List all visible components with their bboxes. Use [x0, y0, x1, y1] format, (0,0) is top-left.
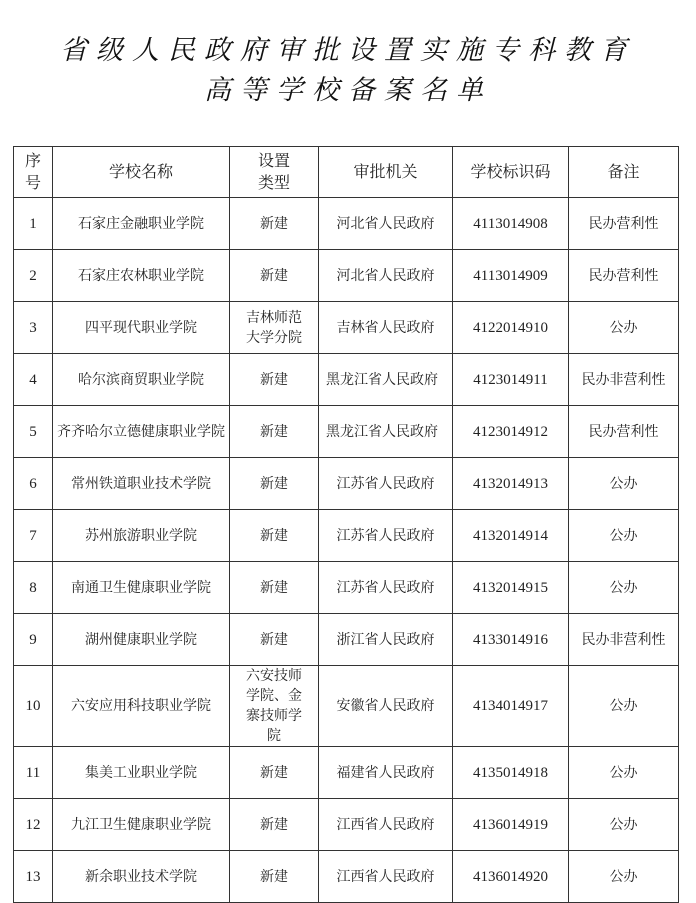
- cell-setup-type: 新建: [230, 614, 319, 666]
- cell-index: 13: [14, 851, 53, 903]
- cell-school-code: 4135014918: [453, 747, 569, 799]
- header-name: 学校名称: [53, 147, 230, 198]
- cell-school-code: 4122014910: [453, 302, 569, 354]
- cell-school-code: 4132014914: [453, 510, 569, 562]
- cell-setup-type: 新建: [230, 198, 319, 250]
- school-registry-table: [13, 146, 679, 903]
- cell-remark: 公办: [569, 666, 679, 747]
- cell-setup-type: 新建: [230, 799, 319, 851]
- cell-setup-type: 新建: [230, 562, 319, 614]
- cell-approval-authority: 江西省人民政府: [319, 799, 453, 851]
- cell-index: 11: [14, 747, 53, 799]
- table-row: [14, 458, 679, 510]
- cell-index: 2: [14, 250, 53, 302]
- header-index: 序号: [14, 147, 53, 198]
- cell-remark: 公办: [569, 302, 679, 354]
- cell-index: 10: [14, 666, 53, 747]
- cell-setup-type: 新建: [230, 354, 319, 406]
- cell-approval-authority: 江苏省人民政府: [319, 510, 453, 562]
- cell-school-name: 常州铁道职业技术学院: [53, 458, 230, 510]
- table-row: [14, 747, 679, 799]
- cell-setup-type: 六安技师学院、金寨技师学院: [230, 666, 319, 747]
- cell-school-code: 4113014909: [453, 250, 569, 302]
- cell-remark: 公办: [569, 747, 679, 799]
- cell-remark: 公办: [569, 799, 679, 851]
- cell-setup-type: 新建: [230, 458, 319, 510]
- cell-school-code: 4136014919: [453, 799, 569, 851]
- cell-approval-authority: 吉林省人民政府: [319, 302, 453, 354]
- cell-index: 4: [14, 354, 53, 406]
- cell-setup-type: 新建: [230, 851, 319, 903]
- cell-index: 3: [14, 302, 53, 354]
- cell-school-name: 湖州健康职业学院: [53, 614, 230, 666]
- header-authority: 审批机关: [319, 147, 453, 198]
- cell-approval-authority: 河北省人民政府: [319, 250, 453, 302]
- cell-approval-authority: 黑龙江省人民政府: [319, 354, 453, 406]
- cell-remark: 公办: [569, 562, 679, 614]
- cell-school-name: 新余职业技术学院: [53, 851, 230, 903]
- cell-index: 1: [14, 198, 53, 250]
- cell-index: 7: [14, 510, 53, 562]
- header-code: 学校标识码: [453, 147, 569, 198]
- cell-school-name: 六安应用科技职业学院: [53, 666, 230, 747]
- document-title-line1: 省级人民政府审批设置实施专科教育: [60, 35, 636, 66]
- table-row: [14, 302, 679, 354]
- cell-school-code: 4123014911: [453, 354, 569, 406]
- table-row: [14, 799, 679, 851]
- cell-school-name: 石家庄农林职业学院: [53, 250, 230, 302]
- cell-remark: 民办非营利性: [569, 354, 679, 406]
- cell-school-name: 石家庄金融职业学院: [53, 198, 230, 250]
- cell-remark: 公办: [569, 510, 679, 562]
- cell-approval-authority: 江西省人民政府: [319, 851, 453, 903]
- table-row: [14, 354, 679, 406]
- cell-school-code: 4132014915: [453, 562, 569, 614]
- cell-remark: 民办非营利性: [569, 614, 679, 666]
- table-header-row: [14, 147, 679, 198]
- header-remark: 备注: [569, 147, 679, 198]
- cell-setup-type: 新建: [230, 747, 319, 799]
- table-row: [14, 614, 679, 666]
- cell-index: 8: [14, 562, 53, 614]
- cell-school-code: 4113014908: [453, 198, 569, 250]
- cell-setup-type: 吉林师范大学分院: [230, 302, 319, 354]
- cell-school-name: 哈尔滨商贸职业学院: [53, 354, 230, 406]
- cell-school-name: 齐齐哈尔立德健康职业学院: [53, 406, 230, 458]
- cell-remark: 公办: [569, 458, 679, 510]
- cell-remark: 公办: [569, 851, 679, 903]
- cell-approval-authority: 安徽省人民政府: [319, 666, 453, 747]
- cell-index: 5: [14, 406, 53, 458]
- cell-school-code: 4134014917: [453, 666, 569, 747]
- header-type: 设置类型: [230, 147, 319, 198]
- cell-school-code: 4136014920: [453, 851, 569, 903]
- cell-school-code: 4132014913: [453, 458, 569, 510]
- cell-school-code: 4133014916: [453, 614, 569, 666]
- table-row: [14, 851, 679, 903]
- cell-setup-type: 新建: [230, 510, 319, 562]
- document-title-line2: 高等学校备案名单: [204, 75, 492, 106]
- cell-setup-type: 新建: [230, 406, 319, 458]
- cell-school-name: 南通卫生健康职业学院: [53, 562, 230, 614]
- cell-approval-authority: 黑龙江省人民政府: [319, 406, 453, 458]
- cell-index: 12: [14, 799, 53, 851]
- cell-approval-authority: 江苏省人民政府: [319, 562, 453, 614]
- cell-setup-type: 新建: [230, 250, 319, 302]
- table-row: [14, 562, 679, 614]
- table-row: [14, 666, 679, 747]
- cell-remark: 民办营利性: [569, 250, 679, 302]
- cell-school-name: 四平现代职业学院: [53, 302, 230, 354]
- cell-school-name: 集美工业职业学院: [53, 747, 230, 799]
- table-row: [14, 198, 679, 250]
- cell-remark: 民办营利性: [569, 198, 679, 250]
- table-row: [14, 250, 679, 302]
- cell-school-name: 苏州旅游职业学院: [53, 510, 230, 562]
- cell-index: 9: [14, 614, 53, 666]
- table-row: [14, 510, 679, 562]
- cell-index: 6: [14, 458, 53, 510]
- cell-school-name: 九江卫生健康职业学院: [53, 799, 230, 851]
- cell-approval-authority: 福建省人民政府: [319, 747, 453, 799]
- table-row: [14, 406, 679, 458]
- cell-approval-authority: 河北省人民政府: [319, 198, 453, 250]
- cell-approval-authority: 浙江省人民政府: [319, 614, 453, 666]
- cell-school-code: 4123014912: [453, 406, 569, 458]
- cell-remark: 民办营利性: [569, 406, 679, 458]
- cell-approval-authority: 江苏省人民政府: [319, 458, 453, 510]
